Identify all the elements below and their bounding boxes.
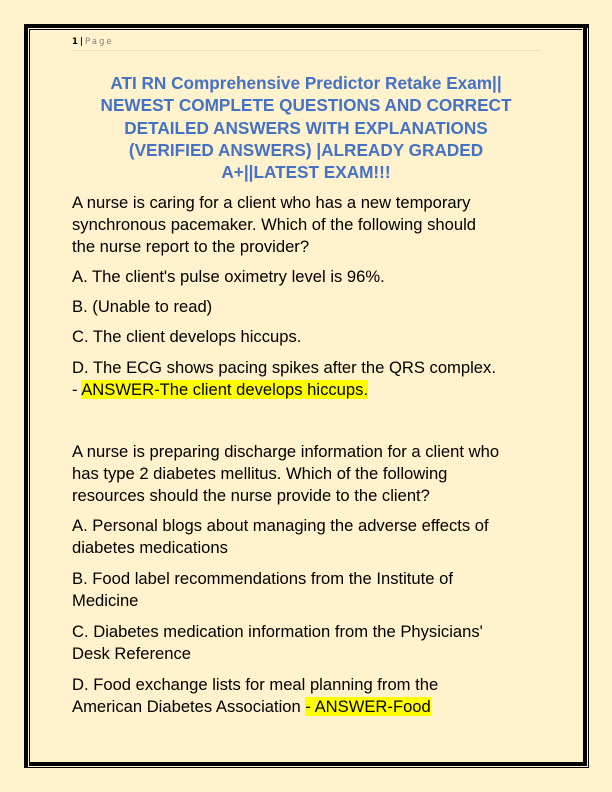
option-line: Medicine [72,591,139,610]
border-right-thin [588,24,589,768]
option-a [72,266,542,288]
title-line: A+||LATEST EXAM!!! [221,162,391,183]
option-line-with-answer [72,696,542,718]
border-top-thin [29,29,582,30]
border-left-thin [29,29,30,763]
answer-highlight: - ANSWER-Food [305,697,431,716]
page-header [72,36,540,51]
option-b [72,568,542,612]
option-c [72,621,542,665]
question-stem [72,192,542,258]
answer-line [72,379,542,401]
title-line: (VERIFIED ANSWERS) |ALREADY GRADED [128,139,484,160]
answer-highlight: ANSWER-The client develops hiccups. [81,380,369,399]
option-line: B. Food label recommendations from the Institute of [72,569,453,588]
page-number: 1 [72,37,78,47]
option-line: diabetes medications [72,538,228,557]
option-c [72,326,542,348]
document-title [72,72,540,183]
option-line: C. The client develops hiccups. [72,327,302,346]
stem-line: A nurse is preparing discharge information for a client who [72,442,500,461]
option-line: D. The ECG shows pacing spikes after the QRS complex. [72,358,496,377]
option-a [72,515,542,559]
border-right-thick [583,28,587,766]
option-d [72,357,542,401]
title-line: ATI RN Comprehensive Predictor Retake Exam|| [110,73,502,93]
stem-line: synchronous pacemaker. Which of the following should [72,215,477,234]
page-label: Page [85,37,114,47]
option-line: A. The client's pulse oximetry level is 96%. [72,267,385,286]
option-line: C. Diabetes medication information from the Physicians' [72,622,483,641]
option-line: Desk Reference [72,644,191,663]
stem-line: has type 2 diabetes mellitus. Which of the following [72,464,448,483]
option-line: D. Food exchange lists for meal planning from the [72,675,439,694]
border-bottom-thin [24,767,589,768]
title-line: NEWEST COMPLETE QUESTIONS AND CORRECT [100,95,512,116]
border-bottom-thick [29,762,587,766]
question-stem [72,441,542,507]
border-left-thick [24,24,28,768]
option-d [72,674,542,718]
option-line: B. (Unable to read) [72,297,213,316]
answer-prefix: - [72,380,82,399]
title-line: DETAILED ANSWERS WITH EXPLANATIONS [124,117,488,138]
page-separator: | [79,37,84,47]
stem-line: A nurse is caring for a client who has a new temporary [72,193,471,212]
stem-line: the nurse report to the provider? [72,237,310,256]
option-b [72,296,542,318]
border-top-thick [24,24,588,28]
option-line: A. Personal blogs about managing the adverse effects of [72,516,489,535]
option-line-text: American Diabetes Association [72,697,306,716]
stem-line: resources should the nurse provide to the client? [72,486,430,505]
